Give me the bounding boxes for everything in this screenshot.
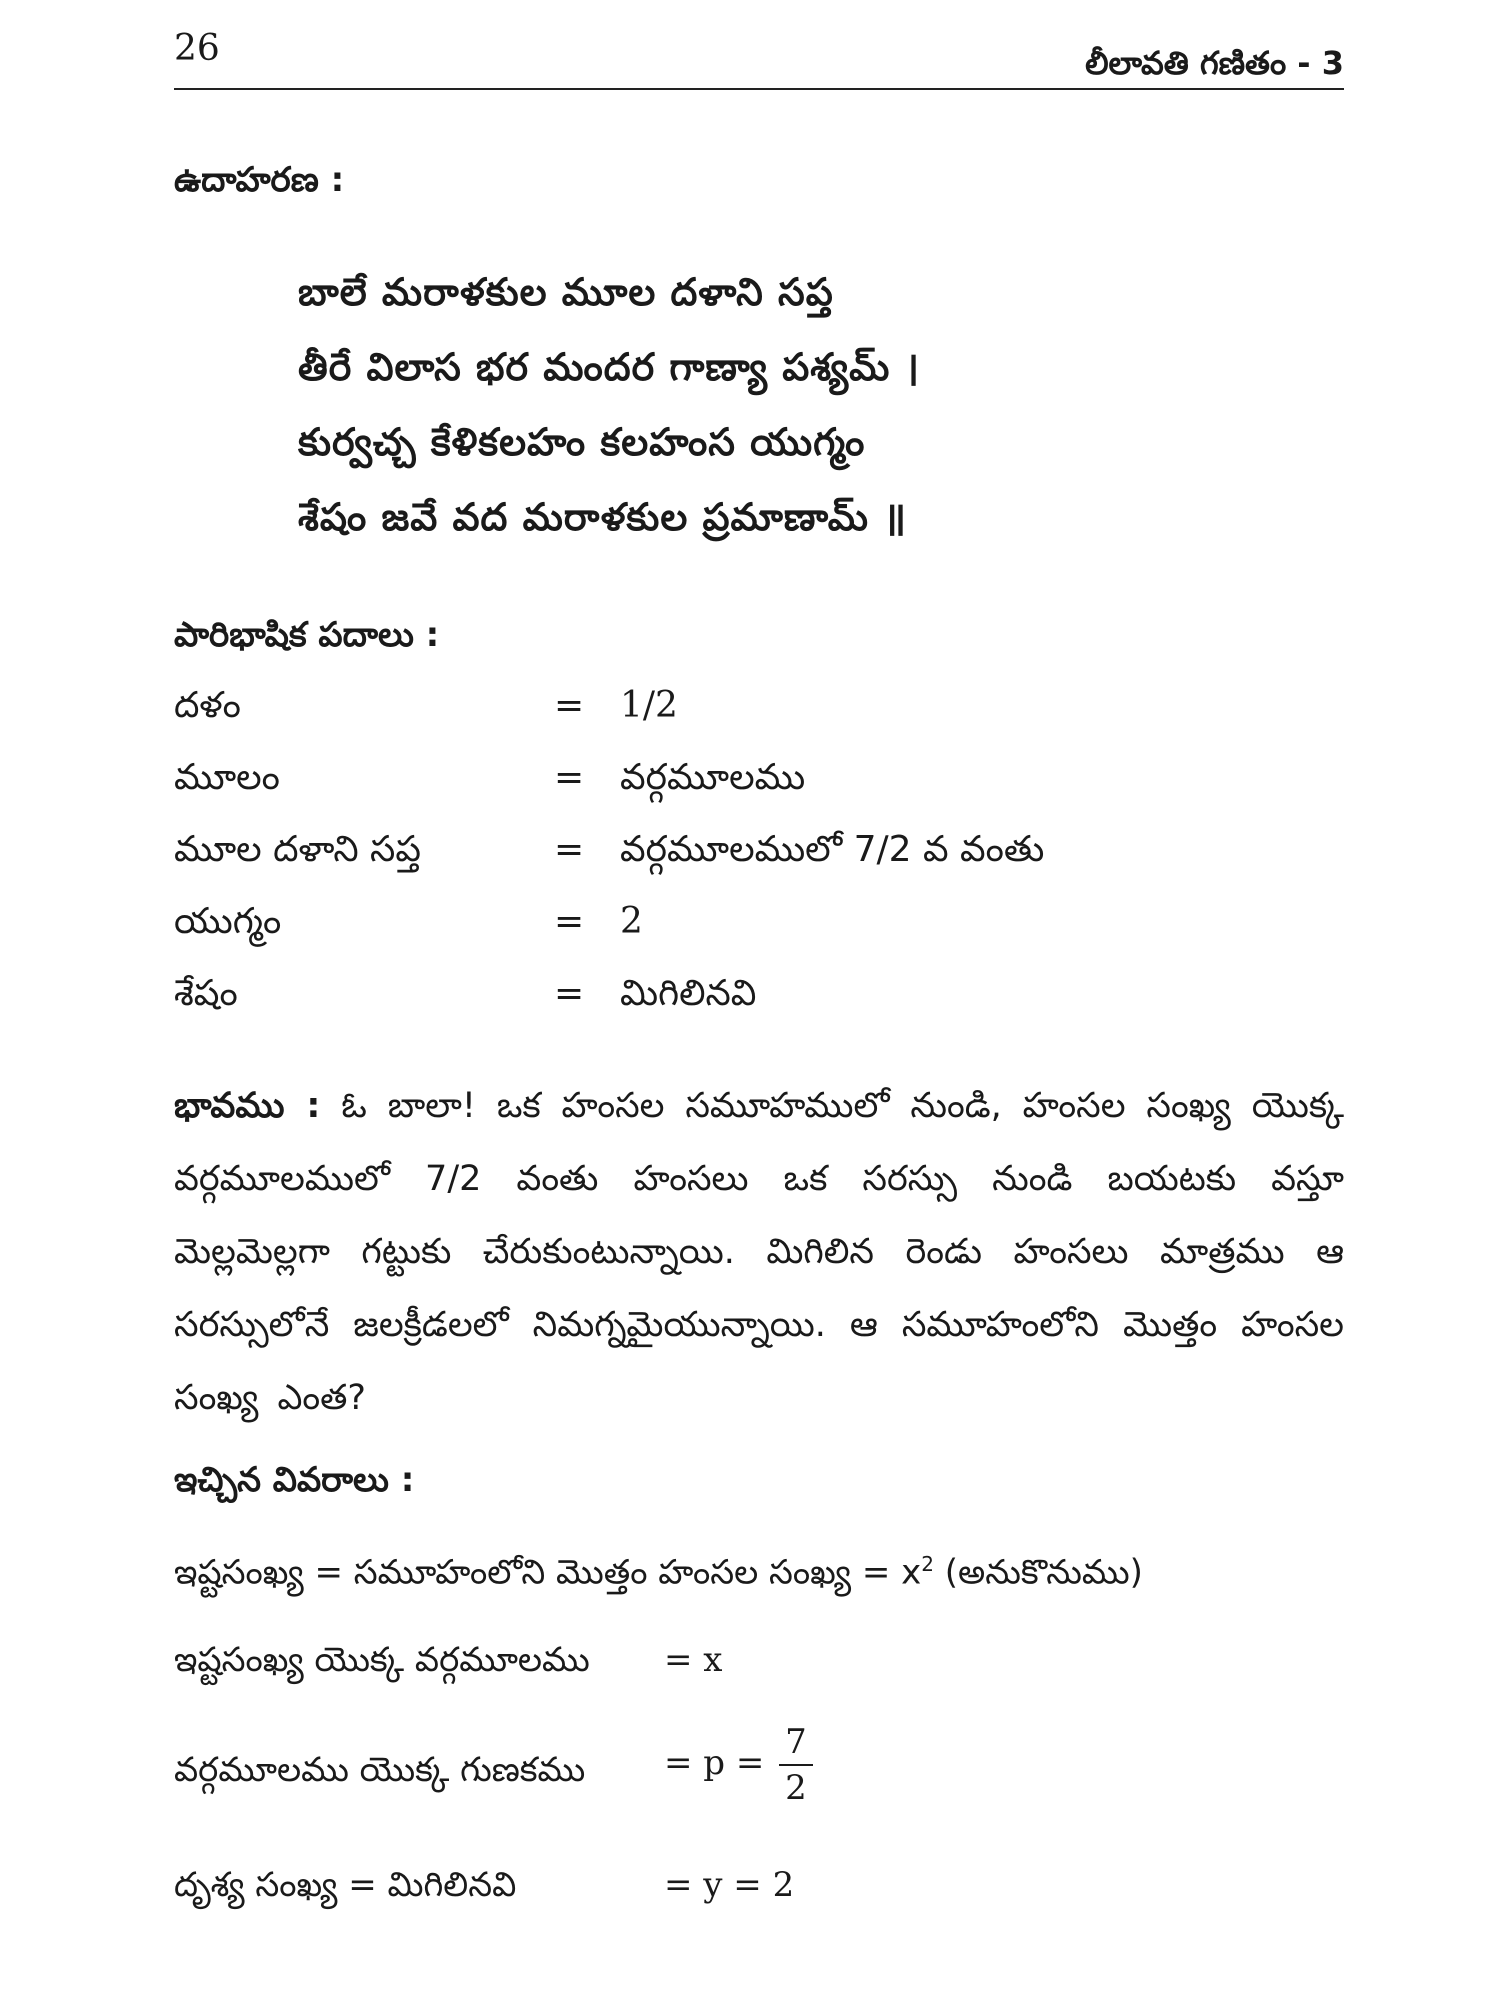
term-row bbox=[174, 829, 1174, 885]
given-text: ఇష్టసంఖ్య = సమూహంలోని మొత్తం హంసల సంఖ్య = x bbox=[174, 1552, 922, 1593]
term-row bbox=[174, 757, 1174, 813]
given-value: = x bbox=[664, 1640, 723, 1680]
given-text: ఇష్టసంఖ్య యొక్క వర్గమూలము bbox=[174, 1640, 590, 1680]
given-value bbox=[664, 1720, 813, 1810]
given-line bbox=[174, 1552, 1143, 1600]
meaning-label: భావము : bbox=[174, 1086, 321, 1126]
given-text: దృశ్య సంఖ్య = మిగిలినవి bbox=[174, 1865, 517, 1905]
term-meaning: వర్గమూలము bbox=[620, 757, 806, 798]
given-heading: ఇచ్చిన వివరాలు : bbox=[174, 1460, 415, 1500]
page-header bbox=[174, 28, 1344, 90]
given-eq: = p = bbox=[664, 1743, 765, 1783]
page-number: 26 bbox=[174, 28, 220, 69]
meaning-paragraph bbox=[174, 1070, 1344, 1435]
given-line bbox=[174, 1865, 795, 1913]
verse-line: శేషం జవే వద మరాళకుల ప్రమాణామ్ ॥ bbox=[298, 495, 908, 539]
term-word: దళం bbox=[174, 685, 241, 726]
given-line bbox=[174, 1640, 723, 1688]
term-row bbox=[174, 973, 1174, 1029]
meaning-text: ఓ బాలా! ఒక హంసల సమూహములో నుండి, హంసల సంఖ్య యొక్క వర్గమూలములో 7/2 వంతు హంసలు ఒక సరస్సు నుండి బయటకు వస్తూ మెల్లమెల్లగా గట్టుకు చేరుకుంటున్నాయి. మిగిలిన రెండు హంసలు మాత్రము ఆ సరస్సులోనే జలక్రీడలలో నిమగ్నమైయున్నాయి. ఆ సమూహంలోని మొత్తం హంసల సంఖ్య ఎంత? bbox=[174, 1086, 1344, 1418]
running-title: లీలావతి గణితం - 3 bbox=[1085, 44, 1344, 82]
equals-sign: = bbox=[554, 973, 585, 1014]
term-word: యుగ్మం bbox=[174, 901, 282, 942]
term-row bbox=[174, 685, 1174, 741]
given-text: వర్గమూలము యొక్క గుణకము bbox=[174, 1750, 586, 1790]
equals-sign: = bbox=[554, 685, 585, 726]
verse-line: తీరే విలాస భర మందర గాణ్యా పశ్యమ్ । bbox=[298, 345, 921, 389]
term-word: మూల దళాని సప్త bbox=[174, 829, 421, 870]
equals-sign: = bbox=[554, 757, 585, 798]
given-note: (అనుకొనుము) bbox=[933, 1552, 1143, 1593]
term-meaning: 2 bbox=[620, 901, 643, 942]
terms-heading: పారిభాషిక పదాలు : bbox=[174, 615, 440, 655]
fraction-denominator: 2 bbox=[785, 1768, 807, 1808]
exponent: 2 bbox=[921, 1552, 934, 1576]
term-row bbox=[174, 901, 1174, 957]
fraction-numerator: 7 bbox=[779, 1720, 813, 1766]
example-heading: ఉదాహరణ : bbox=[174, 160, 345, 200]
term-word: మూలం bbox=[174, 757, 280, 798]
equals-sign: = bbox=[554, 829, 585, 870]
fraction bbox=[779, 1720, 813, 1810]
term-meaning: 1/2 bbox=[620, 685, 678, 726]
equals-sign: = bbox=[554, 901, 585, 942]
verse-line: కుర్వచ్చ కేళికలహం కలహంస యుగ్మం bbox=[298, 420, 866, 464]
term-word: శేషం bbox=[174, 973, 238, 1014]
term-meaning: మిగిలినవి bbox=[620, 973, 757, 1014]
given-value: = y = 2 bbox=[664, 1865, 795, 1905]
verse-line: బాలే మరాళకుల మూల దళాని సప్త bbox=[298, 270, 834, 314]
term-meaning: వర్గమూలములో 7/2 వ వంతు bbox=[620, 829, 1045, 870]
